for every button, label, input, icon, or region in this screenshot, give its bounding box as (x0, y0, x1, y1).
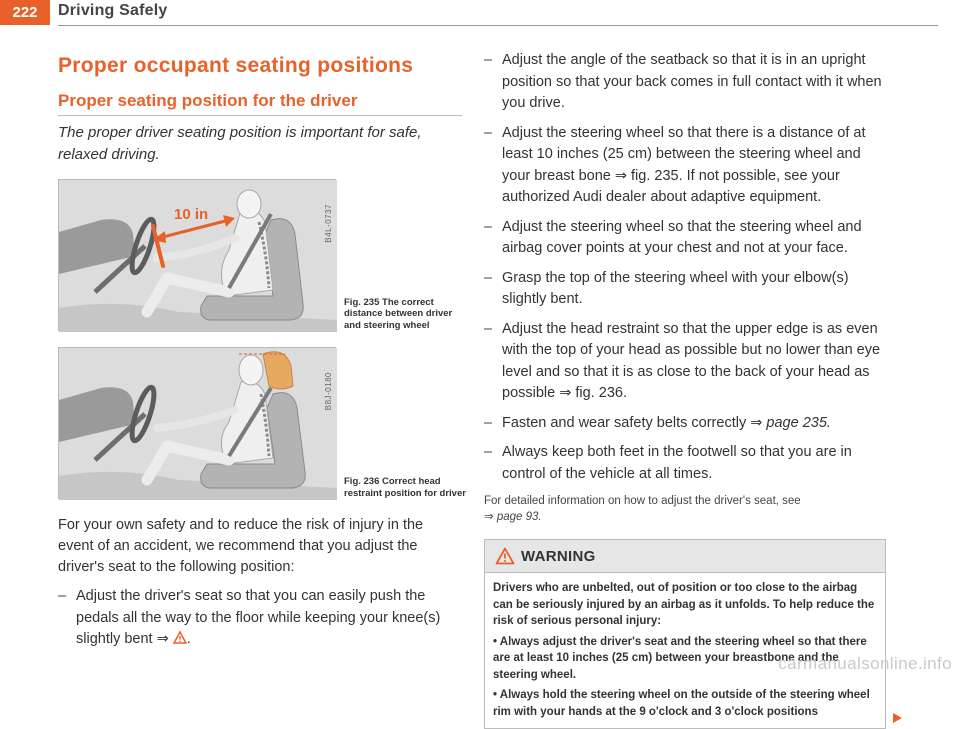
page-reference-link[interactable]: ⇒ page 93. (484, 511, 542, 523)
distance-label: 10 in (174, 206, 209, 223)
figure-code: B8J-0180 (324, 372, 333, 411)
list-item: – Adjust the steering wheel so that there is a distance of at least 10 inches (25 cm) between the steering wheel and your breast bone ⇒ fig. 235. If not possible, see your authorized Audi dealer about adaptive equipment. (484, 123, 884, 209)
section-subtitle: Proper seating position for the driver (58, 91, 462, 116)
warning-bullet: • Always hold the steering wheel on the outside of the steering wheel rim with your hands at the 9 o'clock and 3 o'clock positions (493, 689, 870, 718)
figure-235-caption: Fig. 235 The correct distance between driver and steering wheel (344, 296, 453, 331)
seating-steps-left (58, 586, 462, 651)
seating-paragraph: For your own safety and to reduce the risk of injury in the event of an accident, we recommend that you adjust the driver's seat to the following position: (58, 517, 424, 575)
figure-236-image (58, 347, 336, 499)
list-item: – Adjust the head restraint so that the upper edge is as even with the top of your head as possible but no lower than eye level and so that it is as close to the back of your head as possible ⇒ fig. 236. (484, 319, 884, 405)
page-reference-link[interactable]: page 235. (766, 414, 831, 431)
figure-235-image (58, 179, 336, 331)
list-item: – Adjust the driver's seat so that you can easily push the pedals all the way to the floor while keeping your knee(s) slightly bent ⇒ . (58, 586, 462, 651)
left-column (58, 50, 466, 659)
figure-236-caption: Fig. 236 Correct head restraint position for driver (344, 476, 466, 499)
warning-body (485, 573, 885, 728)
continue-arrow-icon (891, 712, 903, 724)
list-item-text: Adjust the driver's seat so that you can easily push the pedals all the way to the floor while keeping your knee(s) slightly bent ⇒ (76, 588, 441, 647)
figure-code: B4L-0737 (324, 204, 333, 243)
list-item: – Adjust the angle of the seatback so that it is in an upright position so that your back comes in full contact with it when you drive. (484, 50, 884, 115)
list-item (484, 413, 884, 435)
warning-triangle-icon (173, 631, 187, 644)
intro-text: The proper driver seating position is important for safe, relaxed driving. (58, 124, 422, 163)
warning-intro: Drivers who are unbelted, out of position or too close to the airbag can be seriously injured by an airbag as it unfolds. To help reduce the risk of serious personal injury: (493, 582, 875, 627)
seating-steps-right (484, 50, 884, 485)
list-item: – Always keep both feet in the footwell so that you are in control of the vehicle at all times. (484, 442, 884, 485)
section-title: Proper occupant seating positions (58, 54, 414, 77)
list-item: – Adjust the steering wheel so that the steering wheel and airbag cover points at your chest and not at your face. (484, 217, 884, 260)
seat-adjust-note (484, 493, 888, 525)
list-item-text: Fasten and wear safety belts correctly ⇒ (502, 414, 767, 431)
right-column (484, 50, 884, 729)
warning-bullet: • Always adjust the driver's seat and the steering wheel so that there are at least 10 inches (25 cm) between your breastbone and the steering wheel. (493, 635, 867, 681)
page-header (0, 0, 960, 28)
warning-box (484, 539, 886, 729)
warning-triangle-icon (495, 547, 515, 565)
header-rule (58, 25, 938, 26)
page-number: 222 (0, 0, 50, 25)
running-head: Driving Safely (58, 2, 168, 19)
figure-235 (58, 179, 458, 333)
figure-236 (58, 347, 466, 501)
list-item: – Grasp the top of the steering wheel with your elbow(s) slightly bent. (484, 268, 884, 311)
note-text: For detailed information on how to adjust the driver's seat, see (484, 495, 801, 507)
warning-header (485, 540, 885, 573)
watermark: carmanualsonline.info (778, 654, 952, 673)
warning-title: WARNING (521, 547, 596, 565)
